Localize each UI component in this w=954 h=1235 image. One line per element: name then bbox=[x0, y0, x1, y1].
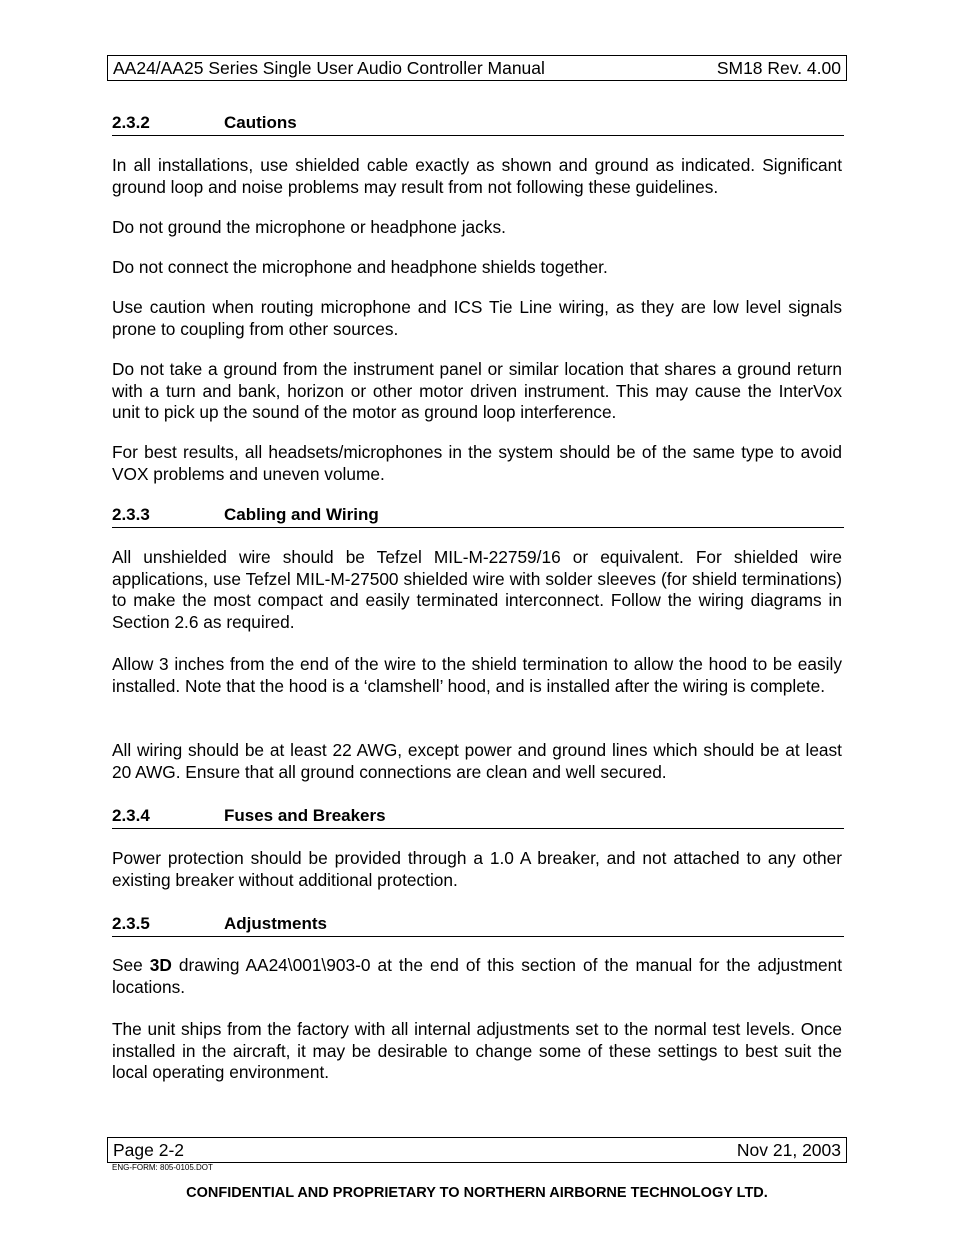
paragraph: Use caution when routing microphone and ICS Tie Line wiring, as they are low level signals prone to coupling from other sources. bbox=[112, 297, 842, 339]
form-id: ENG-FORM: 805-0105.DOT bbox=[112, 1163, 213, 1172]
footer-date: Nov 21, 2003 bbox=[736, 1139, 841, 1160]
section-title: Cautions bbox=[224, 113, 297, 132]
paragraph: Allow 3 inches from the end of the wire to the shield termination to allow the hood to be easily installed. Note that the hood is a ‘clamshell’ hood, and is installed after the wiring is complete. bbox=[112, 654, 842, 696]
bold-text: 3D bbox=[149, 955, 172, 975]
section-number: 2.3.4 bbox=[112, 806, 150, 825]
revision-label: SM18 Rev. 4.00 bbox=[716, 57, 841, 78]
section-heading-cautions bbox=[112, 113, 844, 136]
paragraph: Do not connect the microphone and headphone shields together. bbox=[112, 257, 608, 277]
section-title: Cabling and Wiring bbox=[224, 505, 379, 524]
section-heading-adjustments bbox=[112, 914, 844, 937]
section-heading-fuses bbox=[112, 806, 844, 829]
section-title: Fuses and Breakers bbox=[224, 806, 386, 825]
section-number: 2.3.3 bbox=[112, 505, 150, 524]
text-run: drawing AA24\001\903-0 at the end of this section of the manual for the adjustment locations. bbox=[112, 955, 842, 997]
section-heading-cabling bbox=[112, 505, 844, 528]
paragraph: Do not take a ground from the instrument panel or similar location that shares a ground return with a turn and bank, horizon or other motor driven instrument. This may cause the InterVox unit to pick up the sound of the motor as ground loop interference. bbox=[112, 359, 842, 423]
section-title: Adjustments bbox=[224, 914, 327, 933]
page-footer bbox=[107, 1137, 847, 1163]
paragraph: All wiring should be at least 22 AWG, except power and ground lines which should be at least 20 AWG. Ensure that all ground connections are clean and well secured. bbox=[112, 740, 842, 782]
paragraph bbox=[112, 955, 842, 998]
paragraph: Power protection should be provided through a 1.0 A breaker, and not attached to any other existing breaker without additional protection. bbox=[112, 848, 842, 890]
manual-title: AA24/AA25 Series Single User Audio Controller Manual bbox=[113, 57, 545, 78]
paragraph: For best results, all headsets/microphones in the system should be of the same type to avoid VOX problems and uneven volume. bbox=[112, 442, 842, 484]
paragraph: All unshielded wire should be Tefzel MIL-M-22759/16 or equivalent. For shielded wire applications, use Tefzel MIL-M-27500 shielded wire with solder sleeves (for shield terminations) to make the most compact and easily terminated interconnect. Follow the wiring diagrams in Section 2.6 as required. bbox=[112, 547, 842, 632]
text-run: See bbox=[112, 955, 150, 975]
paragraph: Do not ground the microphone or headphone jacks. bbox=[112, 217, 506, 237]
paragraph: In all installations, use shielded cable exactly as shown and ground as indicated. Significant ground loop and noise problems may result from not following these guidelines. bbox=[112, 155, 842, 197]
section-number: 2.3.2 bbox=[112, 113, 150, 132]
page-number: Page 2-2 bbox=[113, 1139, 185, 1160]
confidential-notice: CONFIDENTIAL AND PROPRIETARY TO NORTHERN AIRBORNE TECHNOLOGY LTD. bbox=[186, 1185, 768, 1201]
page-header bbox=[107, 55, 847, 81]
section-number: 2.3.5 bbox=[112, 914, 150, 933]
paragraph: The unit ships from the factory with all internal adjustments set to the normal test levels. Once installed in the aircraft, it may be desirable to change some of these settings to best suit the local operating environment. bbox=[112, 1019, 842, 1083]
